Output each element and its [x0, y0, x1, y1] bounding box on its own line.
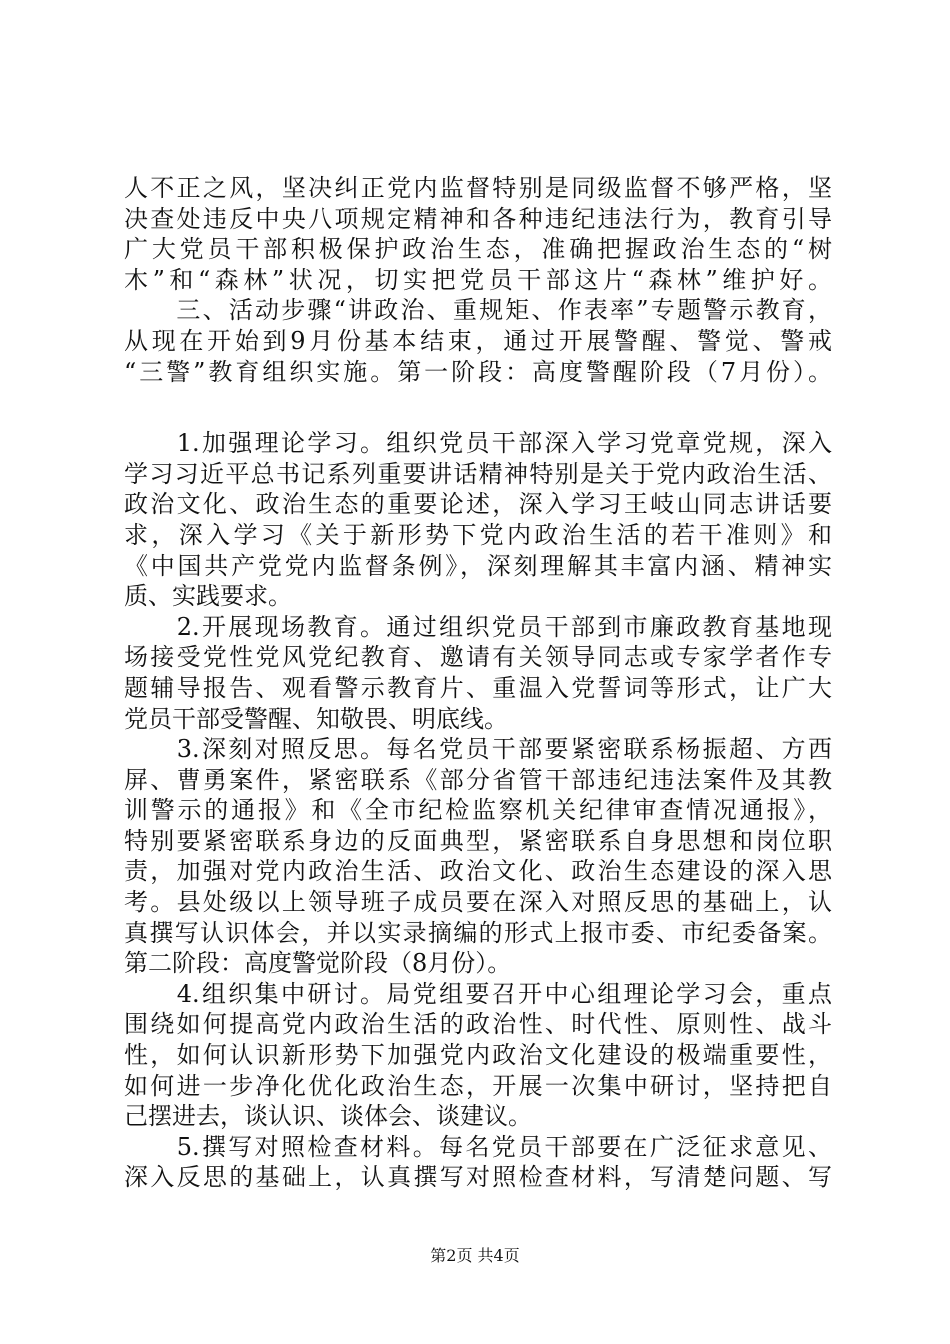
text-line: 第二阶段：高度警觉阶段（8月份）。 — [124, 949, 512, 978]
text-line: 木”和“森林”状况，切实把党员干部这片“森林”维护好。 — [124, 265, 832, 294]
text-line: 人不正之风，坚决纠正党内监督特别是同级监督不够严格，坚 — [124, 174, 832, 202]
text-line: 党员干部受警醒、知敬畏、明底线。 — [124, 704, 508, 733]
page-footer: 第2页 共4页 — [430, 1246, 520, 1265]
text-line: 责，加强对党内政治生活、政治文化、政治生态建设的深入思 — [124, 857, 832, 886]
text-line: “三警”教育组织实施。第一阶段：高度警醒阶段（7月份）。 — [124, 357, 832, 386]
text-line: 屏、曹勇案件，紧密联系《部分省管干部违纪违法案件及其教 — [124, 765, 832, 794]
text-line: 5.撰写对照检查材料。每名党员干部要在广泛征求意见、 — [124, 1132, 832, 1161]
text-line: 质、实践要求。 — [124, 582, 292, 611]
text-line: 特别要紧密联系身边的反面典型，紧密联系自身思想和岗位职 — [124, 826, 832, 855]
text-line: 从现在开始到9月份基本结束，通过开展警醒、警觉、警戒 — [124, 326, 832, 355]
text-line: 4.组织集中研讨。局党组要召开中心组理论学习会，重点 — [124, 979, 832, 1008]
text-line: 决查处违反中央八项规定精神和各种违纪违法行为，教育引导 — [124, 204, 832, 233]
text-line: 考。县处级以上领导班子成员要在深入对照反思的基础上，认 — [124, 888, 832, 917]
text-line: 学习习近平总书记系列重要讲话精神特别是关于党内政治生活、 — [124, 459, 832, 488]
text-line: 性，如何认识新形势下加强党内政治文化建设的极端重要性， — [124, 1041, 832, 1070]
text-line: 深入反思的基础上，认真撰写对照检查材料，写清楚问题、写 — [124, 1163, 832, 1192]
text-line: 政治文化、政治生态的重要论述，深入学习王岐山同志讲话要 — [124, 490, 832, 519]
text-line: 真撰写认识体会，并以实录摘编的形式上报市委、市纪委备案。 — [124, 918, 832, 947]
text-line: 训警示的通报》和《全市纪检监察机关纪律审查情况通报》， — [124, 796, 832, 825]
paragraph-gap — [124, 387, 832, 428]
text-line: 三、活动步骤“讲政治、重规矩、作表率”专题警示教育， — [124, 296, 832, 325]
document-body — [124, 173, 832, 1193]
text-line: 己摆进去，谈认识、谈体会、谈建议。 — [124, 1102, 532, 1131]
text-line: 1.加强理论学习。组织党员干部深入学习党章党规，深入 — [124, 429, 832, 458]
text-line: 2.开展现场教育。通过组织党员干部到市廉政教育基地现 — [124, 612, 832, 641]
text-line: 3.深刻对照反思。每名党员干部要紧密联系杨振超、方西 — [124, 735, 832, 764]
text-line: 《中国共产党党内监督条例》，深刻理解其丰富内涵、精神实 — [124, 551, 832, 580]
text-line: 场接受党性党风党纪教育、邀请有关领导同志或专家学者作专 — [124, 643, 832, 672]
text-line: 求，深入学习《关于新形势下党内政治生活的若干准则》和 — [124, 520, 832, 549]
text-line: 围绕如何提高党内政治生活的政治性、时代性、原则性、战斗 — [124, 1010, 832, 1039]
text-line: 如何进一步净化优化政治生态，开展一次集中研讨，坚持把自 — [124, 1071, 832, 1100]
text-line: 题辅导报告、观看警示教育片、重温入党誓词等形式，让广大 — [124, 673, 832, 702]
text-line: 广大党员干部积极保护政治生态，准确把握政治生态的“树 — [124, 235, 832, 264]
